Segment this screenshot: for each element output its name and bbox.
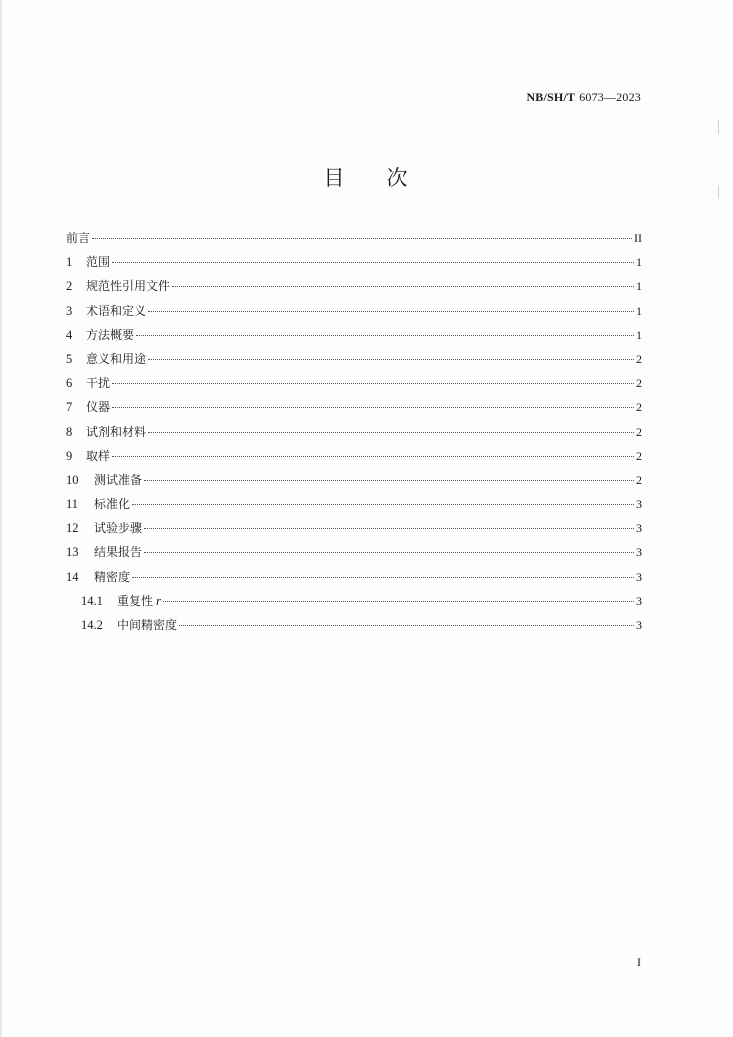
toc-entry-title: 范围	[86, 255, 111, 270]
toc-entry-title: 试剂和材料	[86, 424, 147, 439]
toc-entry-14-1[interactable]	[66, 592, 642, 616]
toc-entry-number: 11	[66, 497, 79, 512]
toc-entry-number: 9	[66, 448, 73, 463]
toc-entry-title: 取样	[86, 448, 111, 463]
toc-entry-13[interactable]	[66, 543, 642, 567]
toc-entry-7[interactable]	[66, 398, 642, 422]
toc-entry-number: 7	[66, 400, 73, 415]
toc-entry-page: II	[634, 231, 642, 245]
toc-dot-leader	[179, 625, 634, 626]
toc-entry-page: 2	[636, 351, 642, 366]
toc-entry-11[interactable]	[66, 495, 642, 519]
toc-entry-12[interactable]	[66, 519, 642, 543]
toc-entry-page: 3	[636, 618, 642, 632]
toc-entry-number: 3	[66, 303, 73, 318]
toc-entry-6[interactable]	[66, 374, 642, 398]
toc-entry-page: 3	[636, 569, 642, 584]
toc-entry-number: 14.2	[81, 618, 103, 632]
toc-entry-number: 12	[66, 521, 79, 536]
toc-dot-leader	[112, 383, 634, 384]
toc-entry-title: 术语和定义	[86, 303, 147, 318]
toc-entry-9[interactable]	[66, 447, 642, 471]
toc-entry-10[interactable]	[66, 471, 642, 495]
toc-entry-title: 标准化	[94, 497, 131, 512]
toc-entry-title: 仪器	[86, 400, 111, 415]
toc-entry-number: 1	[66, 255, 73, 270]
toc-entry-title: 精密度	[94, 569, 131, 584]
toc-entry-title: 结果报告	[94, 545, 143, 560]
toc-entry-title: 规范性引用文件	[86, 279, 171, 294]
table-of-contents	[66, 229, 642, 640]
toc-dot-leader	[92, 238, 632, 239]
page-title-left: 目	[323, 166, 347, 190]
toc-entry-title: 试验步骤	[94, 521, 143, 536]
toc-dot-leader	[132, 577, 634, 578]
page-number: I	[637, 955, 641, 969]
toc-dot-leader	[163, 601, 634, 602]
toc-entry-title: 测试准备	[94, 472, 143, 487]
toc-entry-14[interactable]	[66, 568, 642, 592]
toc-entry-page: 2	[636, 424, 642, 439]
standard-number	[526, 90, 641, 105]
toc-dot-leader	[148, 311, 634, 312]
toc-entry-page: 2	[636, 448, 642, 463]
toc-dot-leader	[144, 552, 634, 553]
toc-entry-number: 14	[66, 569, 79, 584]
toc-entry-page: 2	[636, 472, 642, 487]
toc-dot-leader	[132, 504, 634, 505]
toc-entry-number: 13	[66, 545, 79, 560]
toc-dot-leader	[148, 432, 634, 433]
toc-entry-page: 3	[636, 545, 642, 560]
page-title-right: 次	[386, 166, 410, 190]
toc-entry-page: 1	[636, 279, 642, 294]
toc-dot-leader	[112, 456, 634, 457]
toc-entry-title: 前言	[66, 231, 91, 245]
toc-entry-8[interactable]	[66, 423, 642, 447]
toc-dot-leader	[144, 480, 634, 481]
toc-entry-4[interactable]	[66, 326, 642, 350]
toc-dot-leader	[172, 286, 634, 287]
toc-entry-page: 2	[636, 400, 642, 415]
toc-entry-5[interactable]	[66, 350, 642, 374]
toc-entry-number: 10	[66, 472, 79, 487]
standard-code: NB/SH/T	[526, 90, 576, 104]
page-title	[0, 162, 733, 192]
toc-entry-variable: r	[156, 592, 162, 608]
margin-mark	[718, 120, 719, 134]
toc-entry-page: 3	[636, 497, 642, 512]
toc-entry-title: 方法概要	[86, 327, 135, 342]
toc-entry-1[interactable]	[66, 253, 642, 277]
toc-entry-number: 5	[66, 351, 73, 366]
toc-entry-page: 3	[636, 593, 642, 608]
toc-entry-number: 4	[66, 327, 73, 342]
toc-entry-number: 14.1	[81, 593, 103, 608]
toc-entry-number: 8	[66, 424, 73, 439]
toc-entry-page: 1	[636, 327, 642, 342]
toc-entry-page: 1	[636, 255, 642, 270]
scan-edge	[0, 0, 2, 1037]
toc-entry-2[interactable]	[66, 277, 642, 301]
standard-year-number: 6073—2023	[579, 90, 641, 104]
toc-entry-title: 重复性 r	[117, 592, 162, 608]
toc-dot-leader	[148, 359, 634, 360]
toc-dot-leader	[112, 262, 634, 263]
toc-entry-title: 干扰	[86, 376, 111, 391]
toc-dot-leader	[112, 407, 634, 408]
toc-dot-leader	[136, 335, 634, 336]
toc-entry-number: 6	[66, 376, 73, 391]
toc-entry-title: 中间精密度	[117, 618, 178, 632]
toc-entry-page: 3	[636, 521, 642, 536]
toc-entry-page: 1	[636, 303, 642, 318]
toc-entry-foreword[interactable]	[66, 229, 642, 253]
toc-entry-page: 2	[636, 376, 642, 391]
toc-dot-leader	[144, 528, 634, 529]
toc-entry-3[interactable]	[66, 302, 642, 326]
toc-entry-14-2[interactable]	[66, 616, 642, 640]
toc-entry-number: 2	[66, 279, 73, 294]
toc-entry-title: 意义和用途	[86, 351, 147, 366]
